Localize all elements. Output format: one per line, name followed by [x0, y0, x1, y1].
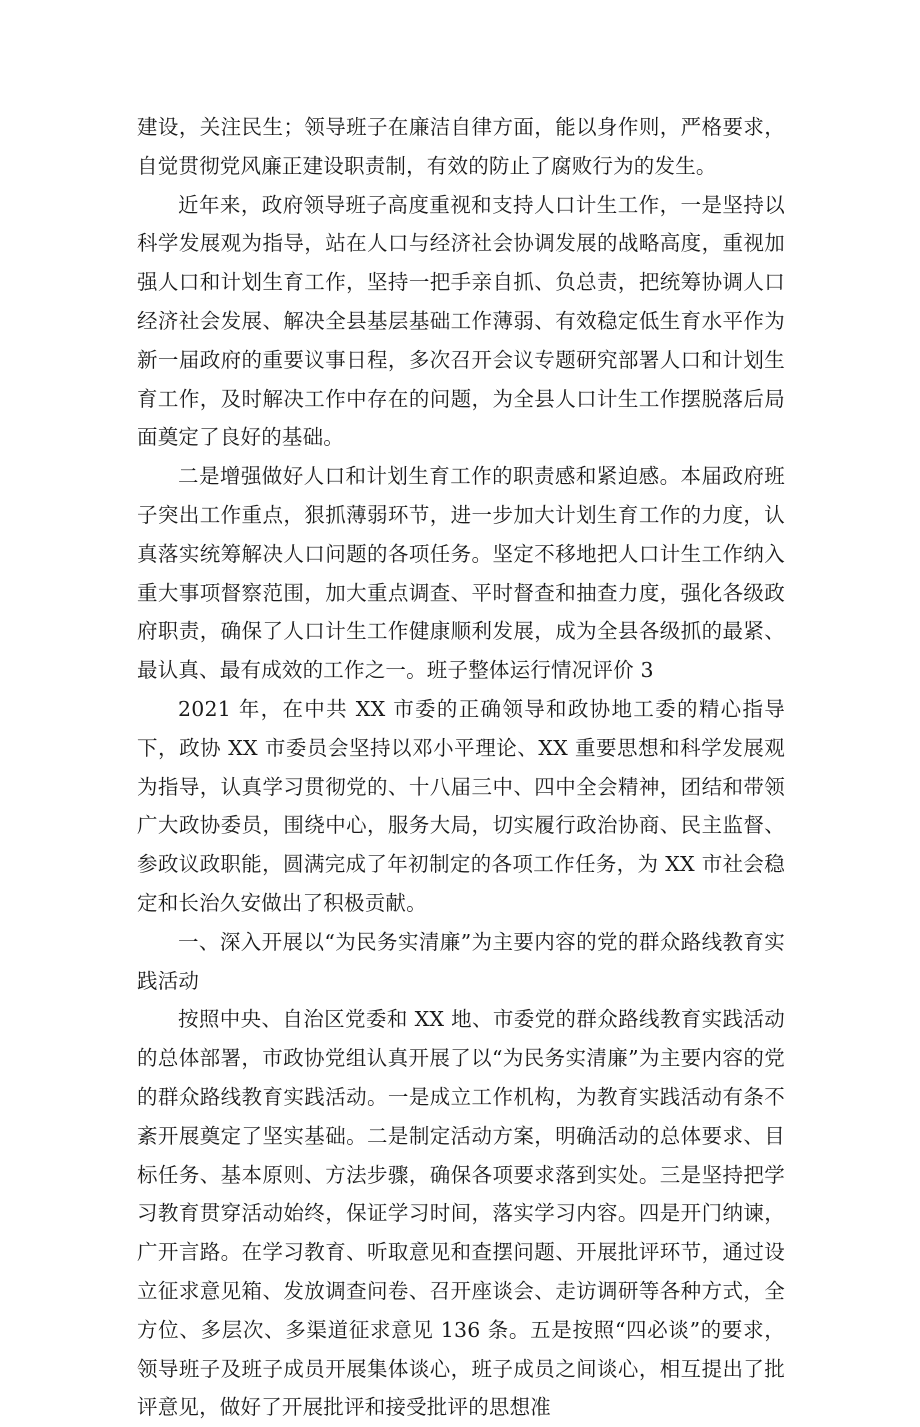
document-body [137, 108, 785, 1427]
paragraph-3: 二是增强做好人口和计划生育工作的职责感和紧迫感。本届政府班子突出工作重点，狠抓薄弱环节，进一步加大计划生育工作的力度，认真落实统筹解决人口问题的各项任务。坚定不移地把人口计生工作纳入重大事项督察范围，加大重点调查、平时督查和抽查力度，强化各级政府职责，确保了人口计生工作健康顺利发展，成为全县各级抓的最紧、最认真、最有成效的工作之一。班子整体运行情况评价 3 [137, 464, 785, 683]
paragraph-1: 建设，关注民生；领导班子在廉洁自律方面，能以身作则，严格要求，自觉贯彻党风廉正建设职责制，有效的防止了腐败行为的发生。 [137, 115, 785, 178]
paragraph-5: 按照中央、自治区党委和 XX 地、市委党的群众路线教育实践活动的总体部署，市政协党组认真开展了以“为民务实清廉”为主要内容的党的群众路线教育实践活动。一是成立工作机构，为教育实践活动有条不紊开展奠定了坚实基础。二是制定活动方案，明确活动的总体要求、目标任务、基本原则、方法步骤，确保各项要求落到实处。三是坚持把学习教育贯穿活动始终，保证学习时间，落实学习内容。四是开门纳谏，广开言路。在学习教育、听取意见和查摆问题、开展批评环节，通过设立征求意见箱、发放调查问卷、召开座谈会、走访调研等各种方式，全方位、多层次、多渠道征求意见 136 条。五是按照“四必谈”的要求，领导班子及班子成员开展集体谈心，班子成员之间谈心，相互提出了批评意见，做好了开展批评和接受批评的思想准 [137, 1007, 785, 1420]
paragraph-2: 近年来，政府领导班子高度重视和支持人口计生工作，一是坚持以科学发展观为指导，站在人口与经济社会协调发展的战略高度，重视加强人口和计划生育工作，坚持一把手亲自抓、负总责，把统筹协调人口经济社会发展、解决全县基层基础工作薄弱、有效稳定低生育水平作为新一届政府的重要议事日程，多次召开会议专题研究部署人口和计划生育工作，及时解决工作中存在的问题，为全县人口计生工作摆脱落后局面奠定了良好的基础。 [137, 192, 785, 450]
paragraph-4: 2021 年，在中共 XX 市委的正确领导和政协地工委的精心指导下，政协 XX 市委员会坚持以邓小平理论、XX 重要思想和科学发展观为指导，认真学习贯彻党的、十八届三中、四中全会精神，团结和带领广大政协委员，围绕中心，服务大局，切实履行政治协商、民主监督、参政议政职能，圆满完成了年初制定的各项工作任务，为 XX 市社会稳定和长治久安做出了积极贡献。 [137, 696, 785, 915]
section-heading-1: 一、深入开展以“为民务实清廉”为主要内容的党的群众路线教育实践活动 [137, 929, 785, 993]
